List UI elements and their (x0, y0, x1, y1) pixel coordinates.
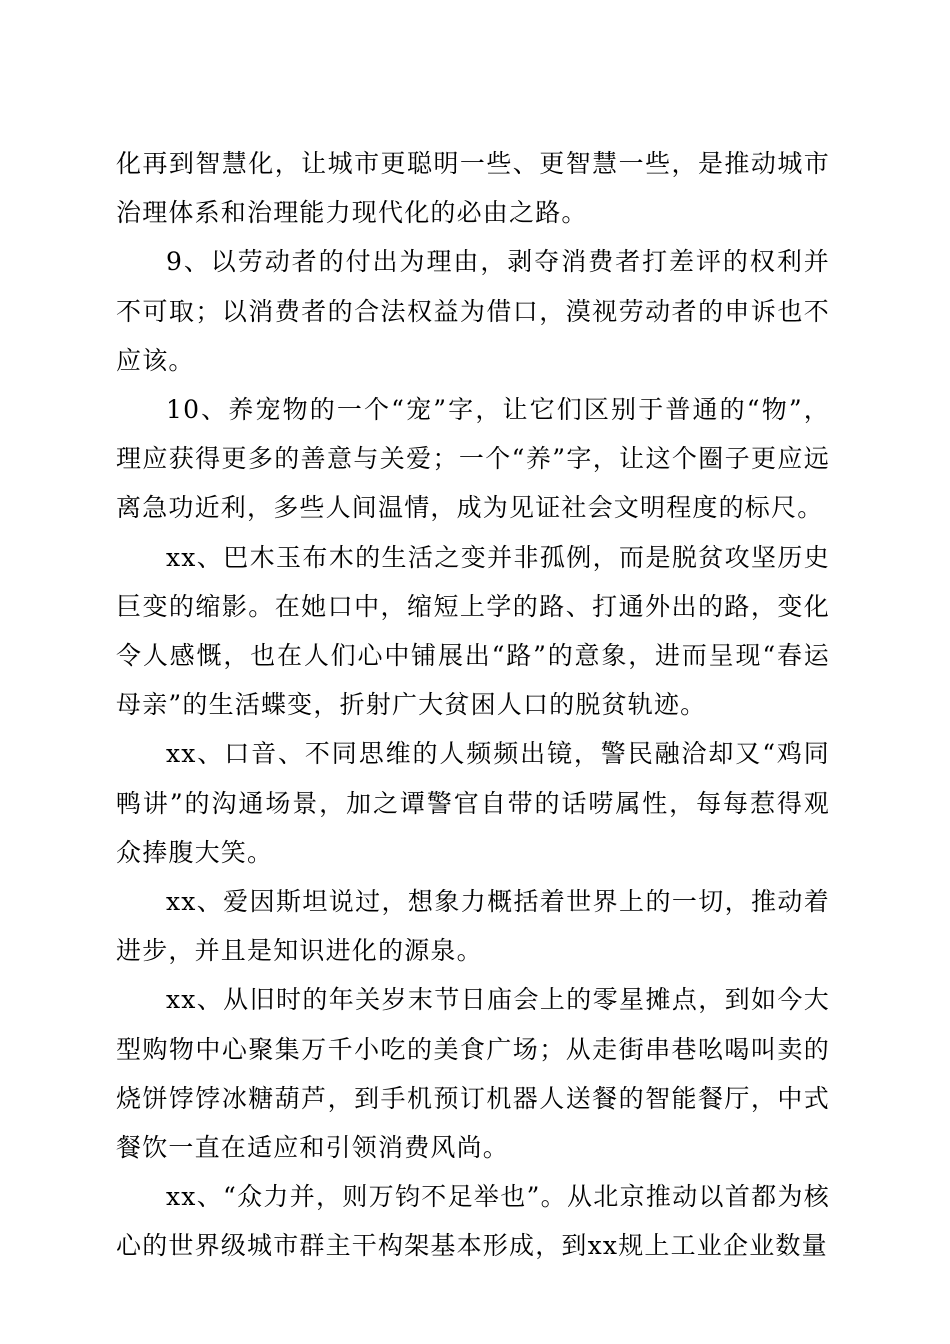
paragraph-item-10: 10、养宠物的一个“宠”字，让它们区别于普通的“物”，理应获得更多的善意与关爱；一个“养”字，让这个圈子更应远离急功近利，多些人间温情，成为见证社会文明程度的标尺。 (116, 395, 830, 523)
paragraph-item-xx-1: xx、巴木玉布木的生活之变并非孤例，而是脱贫攻坚历史巨变的缩影。在她口中，缩短上学的路、打通外出的路，变化令人感慨，也在人们心中铺展出“路”的意象，进而呈现“春运母亲”的生活蝶变，折射广大贫困人口的脱贫轨迹。 (116, 542, 830, 720)
paragraph-item-xx-4: xx、从旧时的年关岁末节日庙会上的零星摊点，到如今大型购物中心聚集万千小吃的美食广场；从走街串巷吆喝叫卖的烧饼饽饽冰糖葫芦，到手机预订机器人送餐的智能餐厅，中式餐饮一直在适应和引领消费风尚。 (116, 985, 830, 1163)
paragraph-continuation: 化再到智慧化，让城市更聪明一些、更智慧一些，是推动城市治理体系和治理能力现代化的必由之路。 (116, 149, 830, 228)
paragraph-item-xx-5: xx、“众力并，则万钧不足举也”。从北京推动以首都为核心的世界级城市群主干构架基本形成，到xx规上工业企业数量 (116, 1182, 830, 1261)
paragraph-item-xx-2: xx、口音、不同思维的人频频出镜，警民融洽却又“鸡同鸭讲”的沟通场景，加之谭警官自带的话唠属性，每每惹得观众捧腹大笑。 (116, 739, 830, 867)
paragraph-item-xx-3: xx、爱因斯坦说过，想象力概括着世界上的一切，推动着进步，并且是知识进化的源泉。 (116, 887, 830, 966)
document-body (116, 139, 830, 1271)
paragraph-item-9: 9、以劳动者的付出为理由，剥夺消费者打差评的权利并不可取；以消费者的合法权益为借口，漠视劳动者的申诉也不应该。 (116, 247, 830, 375)
